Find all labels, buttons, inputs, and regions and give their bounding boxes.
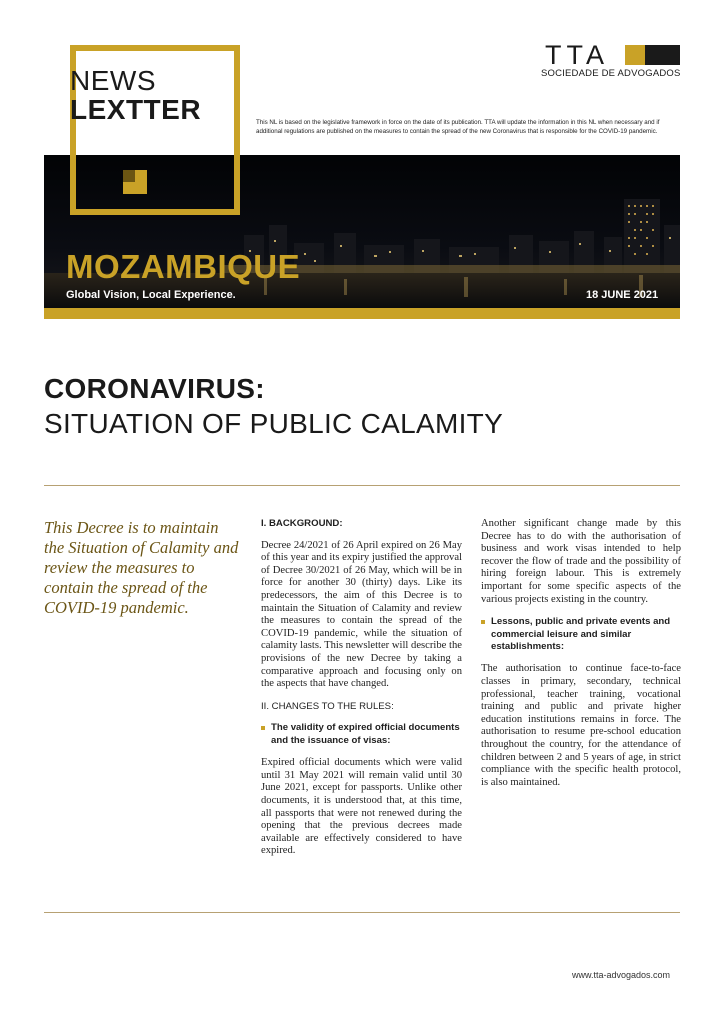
publication-date: 18 JUNE 2021	[586, 289, 659, 301]
bullet-heading-documents: The validity of expired official documents and the issuance of visas:	[261, 722, 462, 747]
section-heading-changes: II. CHANGES TO THE RULES:	[261, 700, 394, 712]
bottom-divider	[44, 912, 680, 913]
logo-bar-mark	[625, 45, 680, 65]
background-paragraph: Decree 24/2021 of 26 April expired on 26 May of this year and its expiry justified the approval of Decree 30/2021 of 26 May, which will be in force for another 30 (thirty) days. Like its predecessors, the aim of this Decree is to maintain the Situation of Calamity and review the measures to contain the spread of the COVID-19 pandemic, while the situation of calamity lasts. This newsletter will describe the provisions of the new Decree by taking a comparative approach and focusing only on the aspects that have changed.	[261, 539, 462, 690]
logo-subtitle: SOCIEDADE DE ADVOGADOS	[541, 68, 681, 79]
logo-name: TTA	[545, 40, 609, 70]
newsletter-title-line2: LEXTTER	[70, 94, 202, 125]
tta-logo	[541, 40, 681, 79]
country-title: MOZAMBIQUE	[66, 248, 301, 285]
website-link[interactable]: www.tta-advogados.com	[572, 970, 671, 980]
page-title-line1: CORONAVIRUS:	[44, 373, 265, 404]
newsletter-title	[70, 66, 201, 124]
article-column-2	[481, 518, 681, 799]
page-title-line2: SITUATION OF PUBLIC CALAMITY	[44, 408, 504, 439]
newsletter-title-line1: NEWS	[70, 65, 156, 96]
gold-square-decoration	[123, 170, 147, 194]
visas-paragraph: Another significant change made by this Decree has to do with the authorisation of business and work visas intended to help recover the flow of trade and the possibility of hiring foreign labour. This is extremely important for some specific aspects of the various projects existing in the country.	[481, 518, 681, 605]
section-heading-background: I. BACKGROUND:	[261, 518, 343, 529]
lessons-paragraph: The authorisation to continue face-to-face classes in primary, secondary, technical professional, teacher training, vocational training and public and private higher education institutions remains in force. The authorisation to resume pre-school education throughout the country, for the attendance of children between 2 and 5 years of age, in strict compliance with the specific health protocol, is also maintained.	[481, 663, 681, 788]
tagline: Global Vision, Local Experience.	[66, 289, 236, 301]
disclaimer-text: This NL is based on the legislative framework in force on the date of its publication. TTA will update the information in this NL when necessary and if additional regulations are published on the measures to contain the spread of the new Coronavirus that is responsible for the COVID-19 pandemic.	[256, 119, 660, 135]
bullet-heading-lessons: Lessons, public and private events and commercial leisure and similar establishments:	[481, 616, 681, 653]
gold-strip-divider	[44, 308, 680, 319]
article-column-1	[261, 518, 462, 868]
top-divider	[44, 485, 680, 486]
pull-quote: This Decree is to maintain the Situation of Calamity and review the measures to contain the spread of the COVID-19 pandemic.	[44, 518, 239, 617]
page-title	[44, 372, 503, 442]
documents-paragraph: Expired official documents which were valid until 31 May 2021 will remain valid until 30 June 2021, except for passports. Unlike other documents, it is understood that, at this time, all passports that were not renewed during the opening that the previous decrees made available are effectively considered to have expired.	[261, 757, 462, 857]
